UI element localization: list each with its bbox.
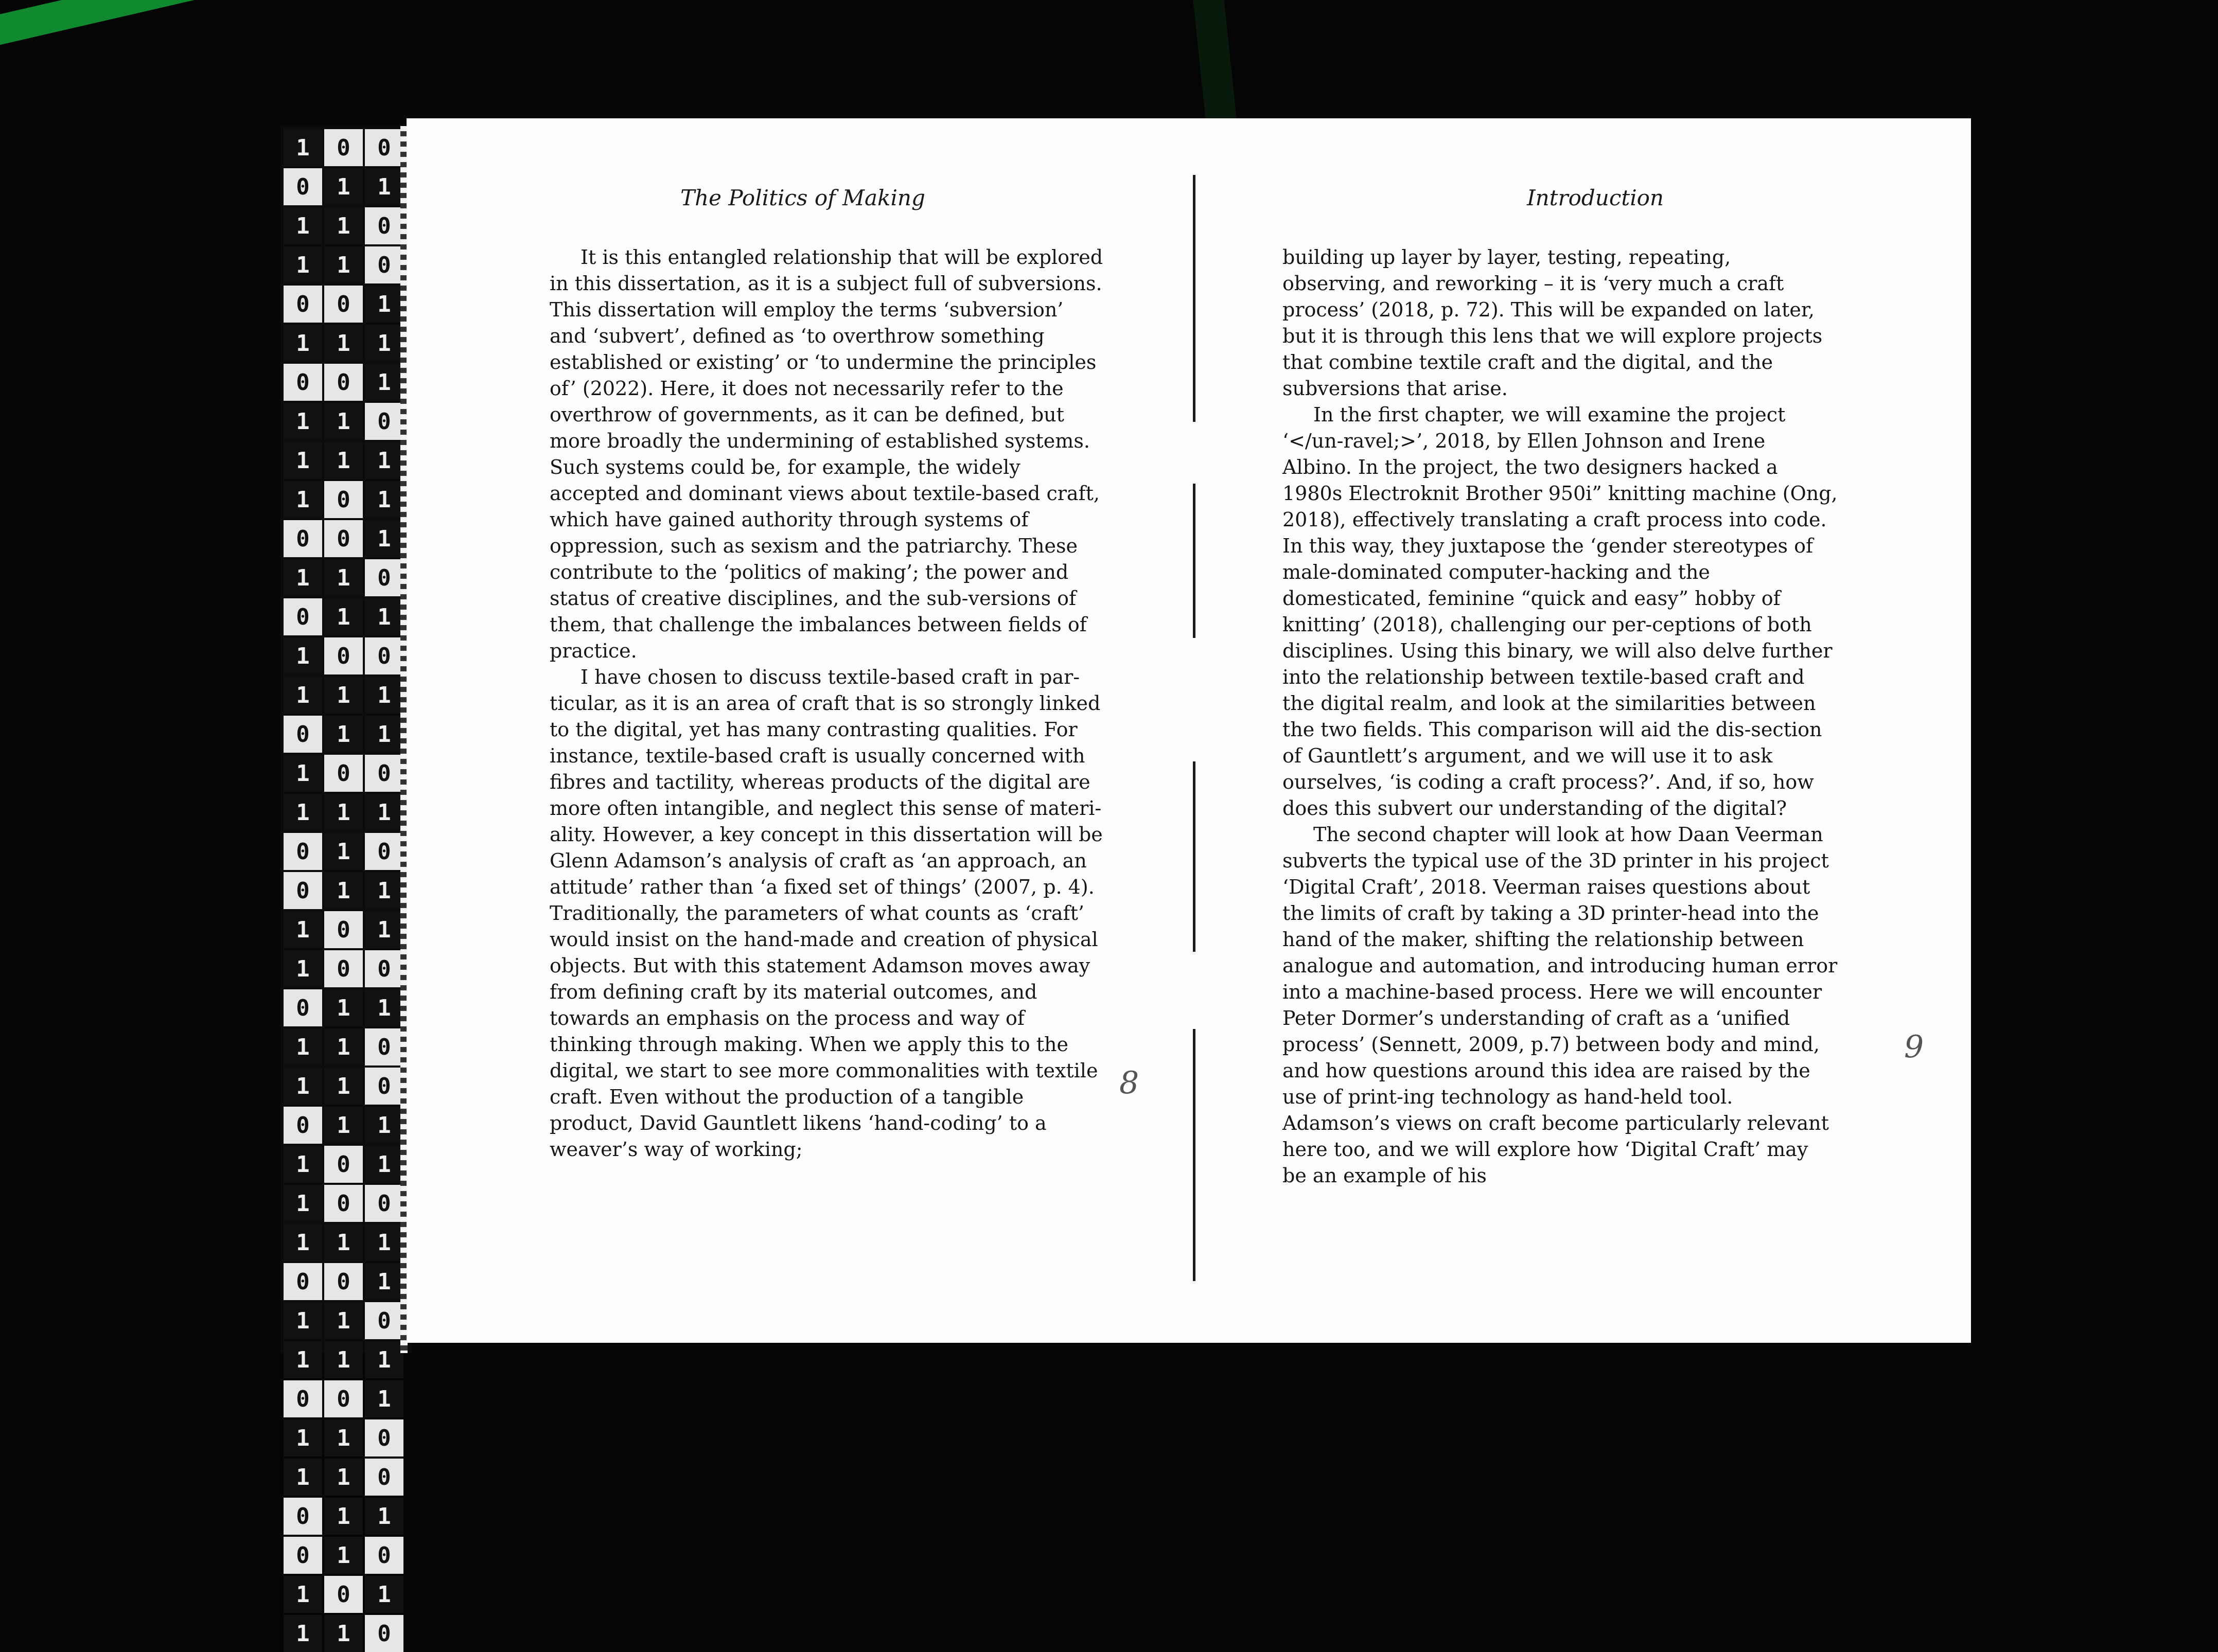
binary-digit: 1 bbox=[284, 246, 322, 283]
binary-digit: 0 bbox=[365, 559, 403, 596]
binary-digit: 1 bbox=[284, 794, 322, 831]
binary-digit: 1 bbox=[324, 598, 363, 635]
gutter-line bbox=[1193, 484, 1195, 638]
binary-digit: 1 bbox=[365, 168, 403, 205]
binary-digit: 1 bbox=[324, 872, 363, 909]
binary-digit: 1 bbox=[324, 325, 363, 362]
binary-digit: 0 bbox=[324, 1380, 363, 1417]
binary-digit: 1 bbox=[284, 755, 322, 792]
binary-digit: 0 bbox=[284, 1380, 322, 1417]
binary-digit: 0 bbox=[284, 286, 322, 323]
binary-digit: 0 bbox=[324, 637, 363, 674]
left-paragraph-2: I have chosen to discuss textile-based craft in par-ticular, as it is an area of craft that is so strongly linked to the digital, yet has many contrasting qualities. For instance, textile-based craft is usually concerned with fibres and tactility, whereas products of the digital are more often intangible, and neglect this sense of materi-ality. However, a key concept in this dissertation will be Glenn Adamson’s analysis of craft as ‘an approach, an attitude’ rather than ‘a fixed set of things’ (2007, p. 4). Traditionally, the parameters of what counts as ‘craft’ would insist on the hand-made and creation of physical objects. But with this statement Adamson moves away from defining craft by its material outcomes, and towards an emphasis on the process and way of thinking through making. When we apply this to the digital, we start to see more commonalities with textile craft. Even without the production of a tangible product, David Gauntlett likens ‘hand-coding’ to a weaver’s way of working; bbox=[550, 666, 1103, 1161]
binary-digit: 1 bbox=[284, 207, 322, 244]
binary-digit: 1 bbox=[365, 794, 403, 831]
binary-digit: 1 bbox=[365, 1224, 403, 1261]
binary-digit: 1 bbox=[284, 1341, 322, 1378]
bookmark-ribbon-end bbox=[1191, 0, 1238, 135]
binary-digit: 0 bbox=[365, 246, 403, 283]
binary-digit: 0 bbox=[324, 481, 363, 518]
binary-digit: 0 bbox=[324, 364, 363, 401]
binary-digit: 0 bbox=[365, 1185, 403, 1222]
binary-digit: 0 bbox=[324, 520, 363, 557]
binary-digit: 1 bbox=[324, 1341, 363, 1378]
binary-digit: 0 bbox=[284, 520, 322, 557]
binary-digit: 1 bbox=[284, 1028, 322, 1065]
binary-digit: 0 bbox=[365, 1028, 403, 1065]
binary-digit: 0 bbox=[324, 1263, 363, 1300]
binary-digit: 1 bbox=[324, 833, 363, 870]
binary-digit: 1 bbox=[365, 1380, 403, 1417]
binary-digit: 1 bbox=[324, 168, 363, 205]
binary-digit: 1 bbox=[324, 403, 363, 440]
binary-digit: 0 bbox=[284, 1537, 322, 1574]
left-page bbox=[407, 118, 1199, 1343]
binary-digit: 1 bbox=[284, 1185, 322, 1222]
binary-digit: 0 bbox=[365, 1302, 403, 1339]
right-paragraph-1: building up layer by layer, testing, repeating, observing, and reworking – it is ‘very much a craft process’ (2018, p. 72). This will be expanded on later, but it is through this lens that we will explore projects that combine textile craft and the digital, and the subversions that arise. bbox=[1282, 246, 1823, 400]
left-page-number: 8 bbox=[1119, 1065, 1139, 1101]
binary-digit: 1 bbox=[365, 1146, 403, 1183]
binary-digit: 1 bbox=[365, 1498, 403, 1535]
binary-digit: 0 bbox=[365, 129, 403, 166]
binary-digit: 1 bbox=[365, 1576, 403, 1613]
binary-digit: 0 bbox=[324, 129, 363, 166]
binary-digit: 1 bbox=[284, 911, 322, 948]
binary-digit: 1 bbox=[365, 598, 403, 635]
binary-digit: 1 bbox=[284, 129, 322, 166]
binary-digit: 1 bbox=[324, 246, 363, 283]
binary-digit: 1 bbox=[365, 520, 403, 557]
binary-digit: 1 bbox=[324, 559, 363, 596]
binary-digit: 1 bbox=[284, 950, 322, 987]
binary-digit: 0 bbox=[284, 716, 322, 753]
binary-digit: 1 bbox=[365, 1341, 403, 1378]
binary-digit: 1 bbox=[365, 1263, 403, 1300]
binary-digit: 1 bbox=[284, 559, 322, 596]
binary-digit: 1 bbox=[284, 1459, 322, 1496]
binary-digit: 0 bbox=[324, 286, 363, 323]
gutter-line bbox=[1193, 175, 1195, 422]
binary-digit: 1 bbox=[284, 1146, 322, 1183]
binary-digit: 1 bbox=[365, 872, 403, 909]
binary-cover-strip bbox=[280, 126, 412, 1647]
bookmark-ribbon bbox=[0, 0, 887, 60]
gutter-line bbox=[1193, 1029, 1195, 1281]
binary-digit: 0 bbox=[324, 1576, 363, 1613]
binary-digit: 1 bbox=[284, 1576, 322, 1613]
binary-digit: 1 bbox=[365, 442, 403, 479]
binary-digit: 0 bbox=[284, 364, 322, 401]
binary-digit: 1 bbox=[324, 1537, 363, 1574]
binary-digit: 0 bbox=[284, 168, 322, 205]
left-paragraph-1: It is this entangled relationship that will be explored in this dissertation, as it is a subject full of subversions. This dissertation will employ the terms ‘subversion’ and ‘subvert’, defined as ‘to overthrow something established or existing’ or ‘to undermine the principles of’ (2022). Here, it does not necessarily refer to the overthrow of governments, as it can be defined, but more broadly the undermining of established systems. Such systems could be, for example, the widely accepted and dominant views about textile-based craft, which have gained authority through systems of oppression, such as sexism and the patriarchy. These contribute to the ‘politics of making’; the power and status of creative disciplines, and the sub-versions of them, that challenge the imbalances between fields of practice. bbox=[550, 246, 1103, 662]
binary-digit: 1 bbox=[284, 1224, 322, 1261]
binary-digit: 1 bbox=[365, 677, 403, 714]
binary-digit: 1 bbox=[284, 403, 322, 440]
binary-digit: 1 bbox=[324, 442, 363, 479]
binary-digit: 0 bbox=[365, 403, 403, 440]
binary-digit: 1 bbox=[324, 1459, 363, 1496]
binary-digit: 1 bbox=[324, 1028, 363, 1065]
binary-digit: 1 bbox=[284, 637, 322, 674]
binary-digit: 1 bbox=[324, 989, 363, 1026]
left-body-text bbox=[550, 244, 1105, 1163]
binary-digit: 1 bbox=[284, 442, 322, 479]
binary-digit: 1 bbox=[324, 1419, 363, 1456]
binary-digit: 1 bbox=[365, 716, 403, 753]
binary-digit: 1 bbox=[365, 911, 403, 948]
gutter-line bbox=[1193, 761, 1195, 952]
binary-digit: 1 bbox=[284, 1615, 322, 1652]
binary-digit: 0 bbox=[324, 950, 363, 987]
binary-digit: 0 bbox=[365, 207, 403, 244]
binary-digit: 0 bbox=[365, 1459, 403, 1496]
binary-digit: 0 bbox=[324, 1146, 363, 1183]
binary-digit: 0 bbox=[365, 637, 403, 674]
right-running-head: Introduction bbox=[1527, 185, 1664, 210]
binary-digit: 1 bbox=[365, 989, 403, 1026]
binary-digit: 0 bbox=[284, 598, 322, 635]
binary-digit: 1 bbox=[365, 286, 403, 323]
binary-digit: 1 bbox=[324, 207, 363, 244]
binary-digit: 0 bbox=[324, 1185, 363, 1222]
binary-digit: 1 bbox=[324, 1498, 363, 1535]
right-paragraph-2: In the first chapter, we will examine the project ‘</un-ravel;>’, 2018, by Ellen Johnson and Irene Albino. In the project, the two designers hacked a 1980s Electroknit Brother 950i” knitting machine (Ong, 2018), effectively translating a craft process into code. In this way, they juxtapose the ‘gender stereotypes of male-dominated computer-hacking and the domesticated, feminine “quick and easy” hobby of knitting’ (2018), challenging our per-ceptions of both disciplines. Using this binary, we will also delve further into the relationship between textile-based craft and the digital realm, and look at the similarities between the two fields. This comparison will aid the dis-section of Gauntlett’s argument, and we will use it to ask ourselves, ‘is coding a craft process?’. And, if so, how does this subvert our understanding of the digital? bbox=[1282, 403, 1838, 820]
binary-digit: 0 bbox=[324, 755, 363, 792]
binary-digit: 0 bbox=[284, 1498, 322, 1535]
binary-digit: 0 bbox=[284, 1263, 322, 1300]
binary-digit: 0 bbox=[365, 755, 403, 792]
left-running-head: The Politics of Making bbox=[680, 185, 925, 210]
binary-digit: 0 bbox=[284, 872, 322, 909]
right-body-text bbox=[1282, 244, 1838, 1189]
binary-digit: 1 bbox=[365, 481, 403, 518]
binary-digit: 1 bbox=[365, 325, 403, 362]
binary-digit: 1 bbox=[365, 364, 403, 401]
binary-digit: 0 bbox=[365, 950, 403, 987]
binary-digit: 1 bbox=[324, 1107, 363, 1144]
binary-digit: 0 bbox=[284, 833, 322, 870]
binary-digit: 1 bbox=[324, 1068, 363, 1105]
binary-digit: 0 bbox=[365, 1068, 403, 1105]
binary-digit: 1 bbox=[324, 794, 363, 831]
binary-digit: 1 bbox=[284, 325, 322, 362]
binary-digit: 1 bbox=[324, 1615, 363, 1652]
binary-digit: 1 bbox=[324, 677, 363, 714]
binary-digit: 0 bbox=[365, 1615, 403, 1652]
right-page bbox=[1199, 118, 1971, 1343]
binary-digit: 1 bbox=[284, 481, 322, 518]
binary-digit: 0 bbox=[365, 833, 403, 870]
binary-digit: 1 bbox=[284, 677, 322, 714]
binary-digit: 0 bbox=[365, 1419, 403, 1456]
binary-digit: 1 bbox=[284, 1419, 322, 1456]
binary-digit: 1 bbox=[324, 1302, 363, 1339]
binary-digit: 1 bbox=[284, 1068, 322, 1105]
binary-digit: 0 bbox=[365, 1537, 403, 1574]
binary-digit: 1 bbox=[365, 1107, 403, 1144]
right-paragraph-3: The second chapter will look at how Daan Veerman subverts the typical use of the 3D printer in his project ‘Digital Craft’, 2018. Veerman raises questions about the limits of craft by taking a 3D printer-head into the hand of the maker, shifting the relationship between analogue and automation, and introducing human error into a machine-based process. Here we will encounter Peter Dormer’s understanding of craft as a ‘unified process’ (Sennett, 2009, p.7) between body and mind, and how questions around this idea are raised by the use of print-ing technology as hand-held tool. Adamson’s views on craft become particularly relevant here too, and we will explore how ‘Digital Craft’ may be an example of his bbox=[1282, 823, 1838, 1187]
right-page-number: 9 bbox=[1904, 1029, 1924, 1065]
binary-digit: 0 bbox=[284, 989, 322, 1026]
binary-digit: 1 bbox=[324, 716, 363, 753]
binary-digit: 1 bbox=[324, 1224, 363, 1261]
binary-digit: 1 bbox=[284, 1302, 322, 1339]
binary-digit: 0 bbox=[284, 1107, 322, 1144]
binary-digit: 0 bbox=[324, 911, 363, 948]
